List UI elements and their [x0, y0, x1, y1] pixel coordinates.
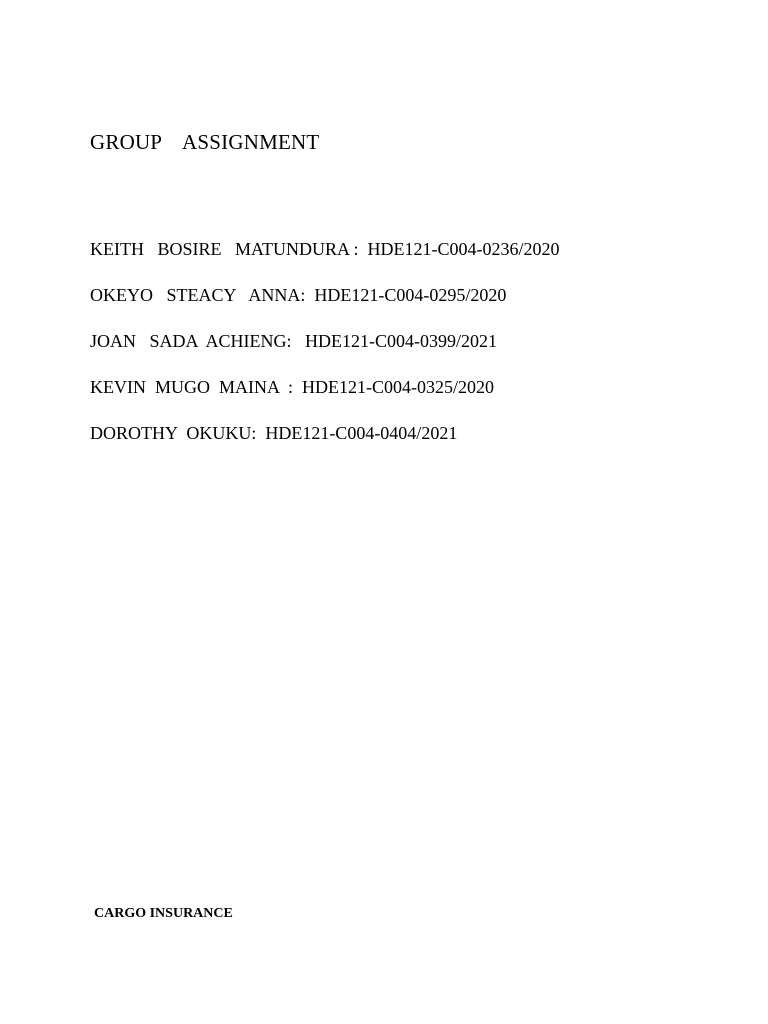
member-entry: KEITH BOSIRE MATUNDURA : HDE121-C004-0236/2020	[90, 239, 560, 259]
member-entry: JOAN SADA ACHIENG: HDE121-C004-0399/2021	[90, 331, 498, 351]
document-title: GROUP ASSIGNMENT	[90, 130, 320, 154]
assignment-subject: CARGO INSURANCE	[94, 906, 233, 921]
member-entry: KEVIN MUGO MAINA : HDE121-C004-0325/2020	[90, 377, 494, 397]
member-list	[90, 226, 560, 456]
member-entry: DOROTHY OKUKU: HDE121-C004-0404/2021	[90, 423, 458, 443]
member-entry: OKEYO STEACY ANNA: HDE121-C004-0295/2020	[90, 285, 507, 305]
